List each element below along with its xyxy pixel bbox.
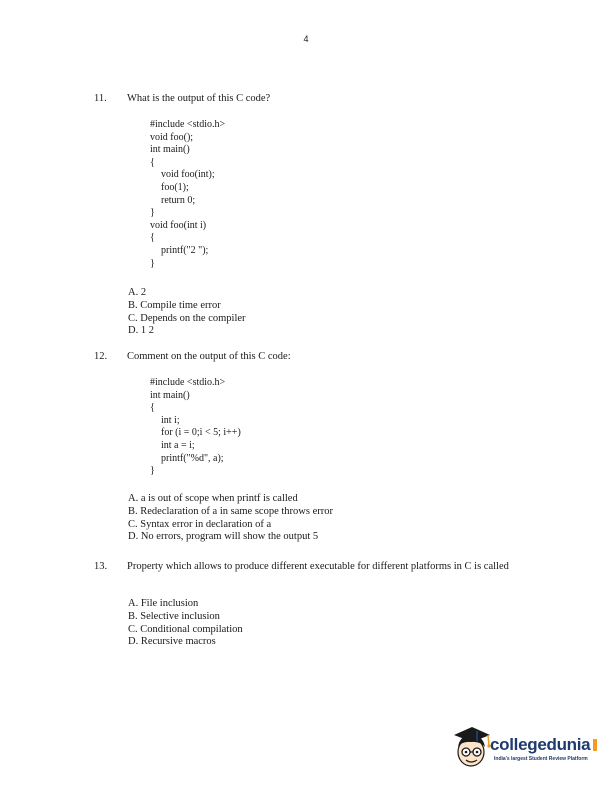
code-line: foo(1); bbox=[161, 181, 189, 193]
code-line: void foo(int); bbox=[161, 169, 215, 181]
code-line: printf("2 "); bbox=[161, 244, 209, 256]
option-b: B. Compile time error bbox=[128, 299, 221, 311]
code-line: for (i = 0;i < 5; i++) bbox=[161, 427, 241, 439]
question-number: 11. bbox=[94, 93, 107, 104]
brand-accent-bar bbox=[593, 739, 597, 751]
option-b: B. Selective inclusion bbox=[128, 610, 220, 622]
brand-logo bbox=[450, 723, 600, 773]
code-line: printf("%d", a); bbox=[161, 452, 224, 464]
question-text: Comment on the output of this C code: bbox=[127, 351, 291, 362]
code-block bbox=[150, 377, 241, 478]
option-b: B. Redeclaration of a in same scope throws error bbox=[128, 505, 333, 517]
code-line: return 0; bbox=[161, 194, 196, 206]
code-line: } bbox=[150, 257, 155, 269]
code-line: #include <stdio.h> bbox=[150, 119, 226, 130]
question-text: What is the output of this C code? bbox=[127, 93, 271, 104]
options-list bbox=[128, 598, 243, 649]
code-line: int i; bbox=[161, 414, 180, 426]
option-c: C. Depends on the compiler bbox=[128, 312, 246, 324]
option-d: D. No errors, program will show the output 5 bbox=[128, 531, 319, 543]
option-c: C. Syntax error in declaration of a bbox=[128, 518, 272, 530]
code-line: void foo(); bbox=[150, 131, 194, 143]
brand-name: collegedunia bbox=[490, 735, 591, 754]
option-d: D. 1 2 bbox=[128, 325, 154, 337]
code-line: { bbox=[150, 232, 155, 244]
code-line: { bbox=[150, 402, 155, 414]
code-line: } bbox=[150, 465, 155, 477]
option-a: A. File inclusion bbox=[128, 598, 199, 609]
option-c: C. Conditional compilation bbox=[128, 623, 243, 635]
code-line: void foo(int i) bbox=[150, 219, 207, 231]
code-line: { bbox=[150, 156, 155, 168]
question-text: Property which allows to produce different executable for different platforms in C is called bbox=[127, 561, 509, 572]
code-block bbox=[150, 119, 225, 270]
student-mascot-icon bbox=[450, 723, 494, 771]
options-list bbox=[128, 287, 246, 338]
option-d: D. Recursive macros bbox=[128, 636, 216, 648]
options-list bbox=[128, 493, 333, 544]
page-number: 4 bbox=[303, 34, 309, 44]
code-line: int main() bbox=[150, 144, 190, 156]
option-a: A. 2 bbox=[128, 287, 147, 298]
code-line: } bbox=[150, 207, 155, 219]
question-number: 12. bbox=[94, 351, 108, 362]
code-line: int a = i; bbox=[161, 439, 195, 451]
option-a: A. a is out of scope when printf is called bbox=[128, 493, 298, 504]
code-line: #include <stdio.h> bbox=[150, 377, 226, 388]
code-line: int main() bbox=[150, 389, 190, 401]
brand-tagline: India's largest Student Review Platform bbox=[494, 756, 588, 762]
question-number: 13. bbox=[94, 561, 108, 572]
